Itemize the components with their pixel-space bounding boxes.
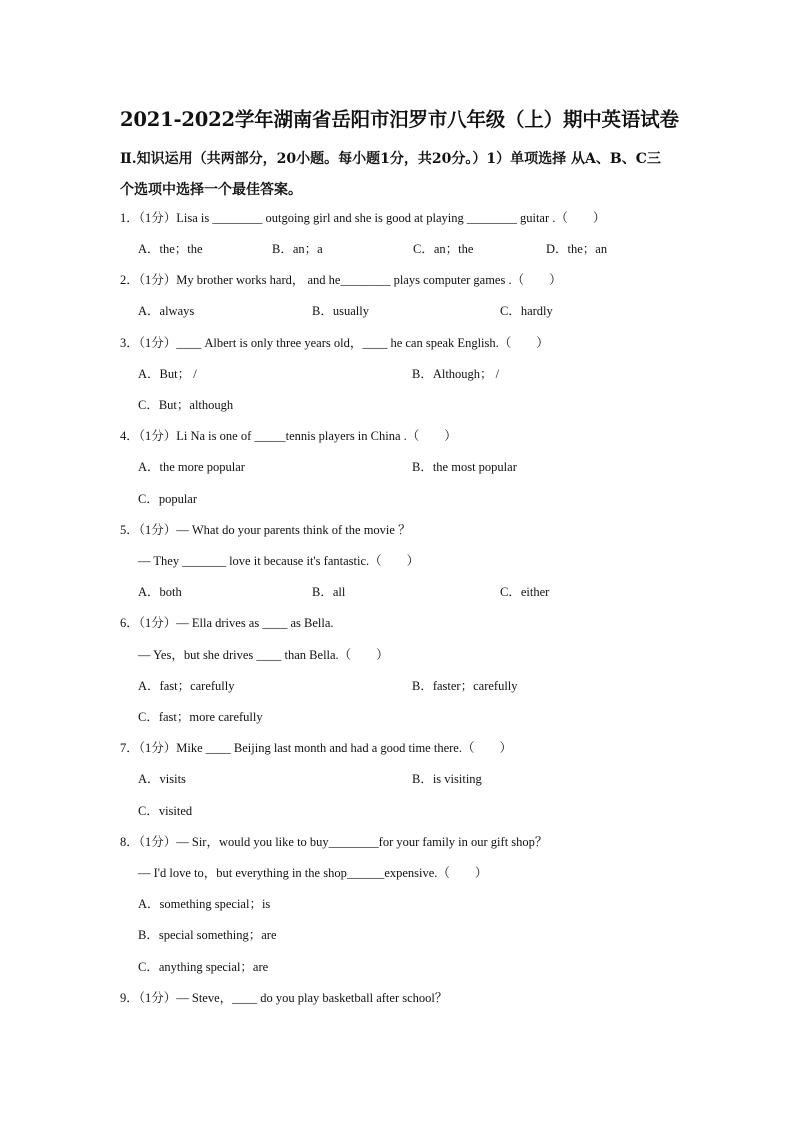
question-7-option-a: A．visits <box>138 772 186 786</box>
question-6-option-c: C．fast；more carefully <box>138 710 263 724</box>
question-3-stem: 3．（1分）____ Albert is only three years old，____ he can speak English.（ ） <box>120 336 549 350</box>
question-9-stem: 9．（1分）— Steve，____ do you play basketball after school？ <box>120 991 448 1005</box>
page-title: 2021-2022学年湖南省岳阳市汨罗市八年级（上）期中英语试卷 <box>120 108 679 131</box>
question-1-stem: 1．（1分）Lisa is ________ outgoing girl and she is good at playing ________ guitar .（ ） <box>120 211 606 225</box>
question-2-option-b: B．usually <box>312 304 369 318</box>
question-5-option-a: A．both <box>138 585 182 599</box>
question-3-option-b: B．Although； / <box>412 367 500 381</box>
question-1-option-a: A．the；the <box>138 242 203 256</box>
question-8-stem-2: — I'd love to，but everything in the shop______expensive.（ ） <box>138 866 488 880</box>
question-7-option-c: C．visited <box>138 804 193 818</box>
question-1-option-d: D．the；an <box>546 242 608 256</box>
question-1-option-c: C．an；the <box>413 242 474 256</box>
question-1-option-b: B．an；a <box>272 242 323 256</box>
question-3-option-c: C．But；although <box>138 398 234 412</box>
question-3-option-a: A．But； / <box>138 367 197 381</box>
question-5-option-c: C．either <box>500 585 550 599</box>
question-5-stem-2: — They _______ love it because it's fantastic.（ ） <box>138 554 420 568</box>
question-8-stem: 8．（1分）— Sir，would you like to buy________for your family in our gift shop？ <box>120 835 548 849</box>
question-4-option-a: A．the more popular <box>138 460 245 474</box>
question-2-option-c: C．hardly <box>500 304 553 318</box>
section-line-1: Ⅱ.知识运用（共两部分，20小题。每小题1分，共20分。）1）单项选择 从A、B、C三 <box>120 151 661 167</box>
question-5-stem: 5．（1分）— What do your parents think of the movie ？ <box>120 523 411 537</box>
question-6-stem-2: — Yes，but she drives ____ than Bella.（ ） <box>138 648 389 662</box>
question-8-option-b: B．special something；are <box>138 928 277 942</box>
question-8-option-a: A．something special；is <box>138 897 271 911</box>
question-4-stem: 4．（1分）Li Na is one of _____tennis players in China .（ ） <box>120 429 457 443</box>
question-6-stem: 6．（1分）— Ella drives as ____ as Bella. <box>120 616 334 630</box>
question-7-stem: 7．（1分）Mike ____ Beijing last month and had a good time there.（ ） <box>120 741 512 755</box>
question-2-option-a: A．always <box>138 304 195 318</box>
question-7-option-b: B．is visiting <box>412 772 482 786</box>
question-4-option-c: C．popular <box>138 492 198 506</box>
section-instructions <box>120 144 680 206</box>
question-6-option-a: A．fast；carefully <box>138 679 235 693</box>
question-4-option-b: B．the most popular <box>412 460 517 474</box>
question-5-option-b: B．all <box>312 585 346 599</box>
question-2-stem: 2．（1分）My brother works hard， and he________ plays computer games .（ ） <box>120 273 562 287</box>
section-line-2: 个选项中选择一个最佳答案。 <box>120 182 302 198</box>
question-6-option-b: B．faster；carefully <box>412 679 518 693</box>
question-8-option-c: C．anything special；are <box>138 960 269 974</box>
